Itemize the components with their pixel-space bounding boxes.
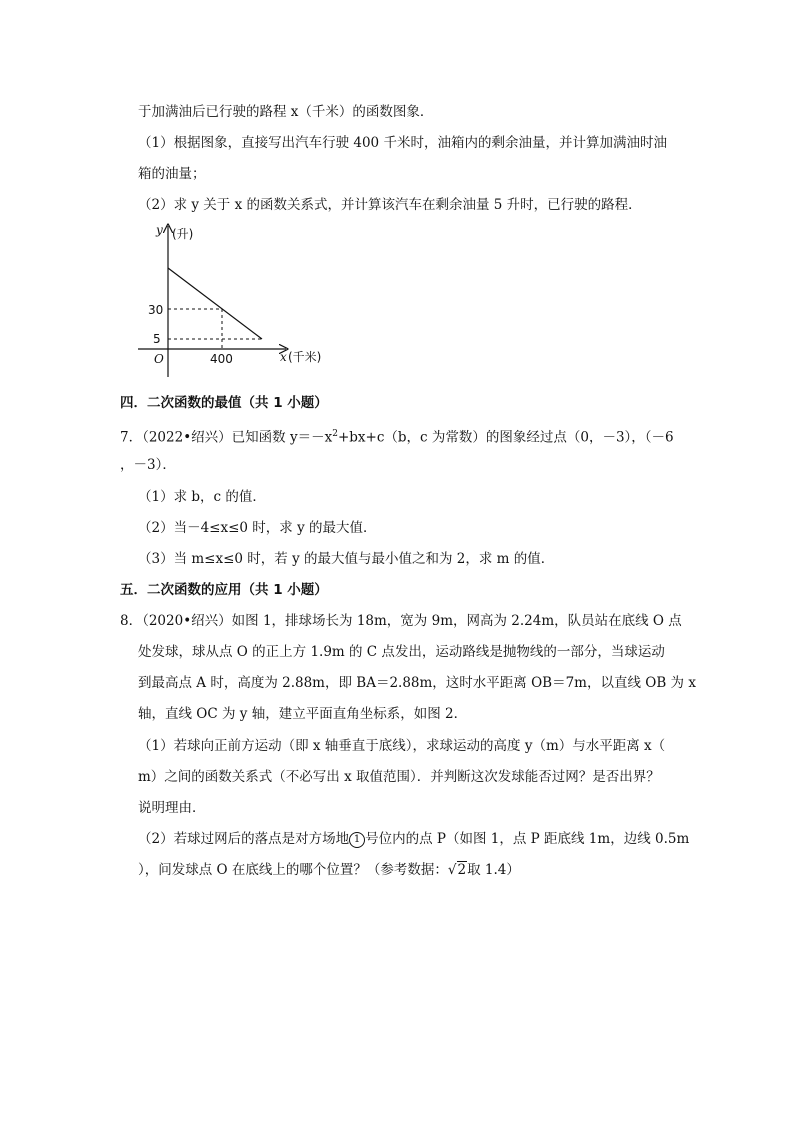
sqrt-radicand: 2 [457, 862, 467, 878]
p7-line-1 [120, 424, 674, 448]
p8-question-2-b [138, 860, 520, 880]
section-4-heading: 四．二次函数的最值（共 1 小题） [120, 395, 328, 411]
origin-label: O [154, 352, 164, 366]
p7-question-1: （1）求 b，c 的值． [138, 489, 266, 505]
tick-400: 400 [210, 352, 233, 366]
p6-question-1-a: （1）根据图象，直接写出汽车行驶 400 千米时，油箱内的剩余油量，并计算加满油时油 [138, 135, 667, 151]
y-axis-unit: (升) [172, 227, 194, 241]
p8-line-4: 轴，直线 OC 为 y 轴，建立平面直角坐标系，如图 2． [138, 706, 468, 722]
p7-question-3: （3）当 m≤x≤0 时，若 y 的最大值与最小值之和为 2，求 m 的值． [138, 551, 555, 567]
p8-q2b-post: 取 1.4） [467, 862, 520, 878]
p7-exponent: 2 [332, 429, 338, 439]
p8-question-1-a: （1）若球向正前方运动（即 x 轴垂直于底线），求球运动的高度 y（m）与水平距离 x（ [138, 738, 666, 754]
x-axis-unit: (千米) [288, 350, 322, 364]
p8-question-1-c: 说明理由． [138, 800, 206, 816]
fuel-distance-graph [128, 222, 348, 382]
p7-line-2: ，－3）． [120, 457, 176, 473]
p8-line-2: 处发球，球从点 O 的正上方 1.9m 的 C 点发出，运动路线是抛物线的一部分，当球运动 [138, 644, 665, 660]
p6-question-2: （2）求 y 关于 x 的函数关系式，并计算该汽车在剩余油量 5 升时，已行驶的路程． [138, 197, 642, 213]
x-axis-label: x [280, 350, 287, 364]
p6-question-1-b: 箱的油量； [138, 166, 206, 182]
tick-30: 30 [148, 303, 164, 317]
p8-question-2-a [138, 829, 689, 849]
sqrt-symbol: √2 [447, 862, 467, 878]
p7-question-2: （2）当－4≤x≤0 时，求 y 的最大值． [138, 520, 377, 536]
p8-q2a-pre: （2）若球过网后的落点是对方场地 [138, 831, 350, 847]
section-5-heading: 五．二次函数的应用（共 1 小题） [120, 582, 328, 598]
p8-q2b-pre: ），问发球点 O 在底线上的哪个位置？（参考数据： [138, 862, 448, 878]
p7-line-1a: 7．（2022•绍兴）已知函数 y＝－x [120, 429, 333, 446]
p7-line-1b: +bx+c（b，c 为常数）的图象经过点（0，－3），（－6 [337, 429, 674, 446]
circled-number-1: 1 [349, 832, 365, 848]
p8-line-3: 到最高点 A 时，高度为 2.88m，即 BA＝2.88m，这时水平距离 OB＝7m，以直线 OB 为 x [138, 675, 696, 691]
p8-question-1-b: m）之间的函数关系式（不必写出 x 取值范围）．并判断这次发球能否过网？是否出界？ [138, 769, 660, 785]
p8-line-1: 8．（2020•绍兴）如图 1，排球场长为 18m，宽为 9m，网高为 2.24m，队员站在底线 O 点 [120, 613, 682, 629]
tick-5: 5 [153, 332, 161, 346]
fuel-line [168, 268, 262, 339]
y-axis-label: y [156, 223, 163, 237]
p8-q2a-post: 号位内的点 P（如图 1，点 P 距底线 1m，边线 0.5m [365, 831, 690, 847]
p6-line-1: 于加满油后已行驶的路程 x（千米）的函数图象． [138, 104, 434, 120]
